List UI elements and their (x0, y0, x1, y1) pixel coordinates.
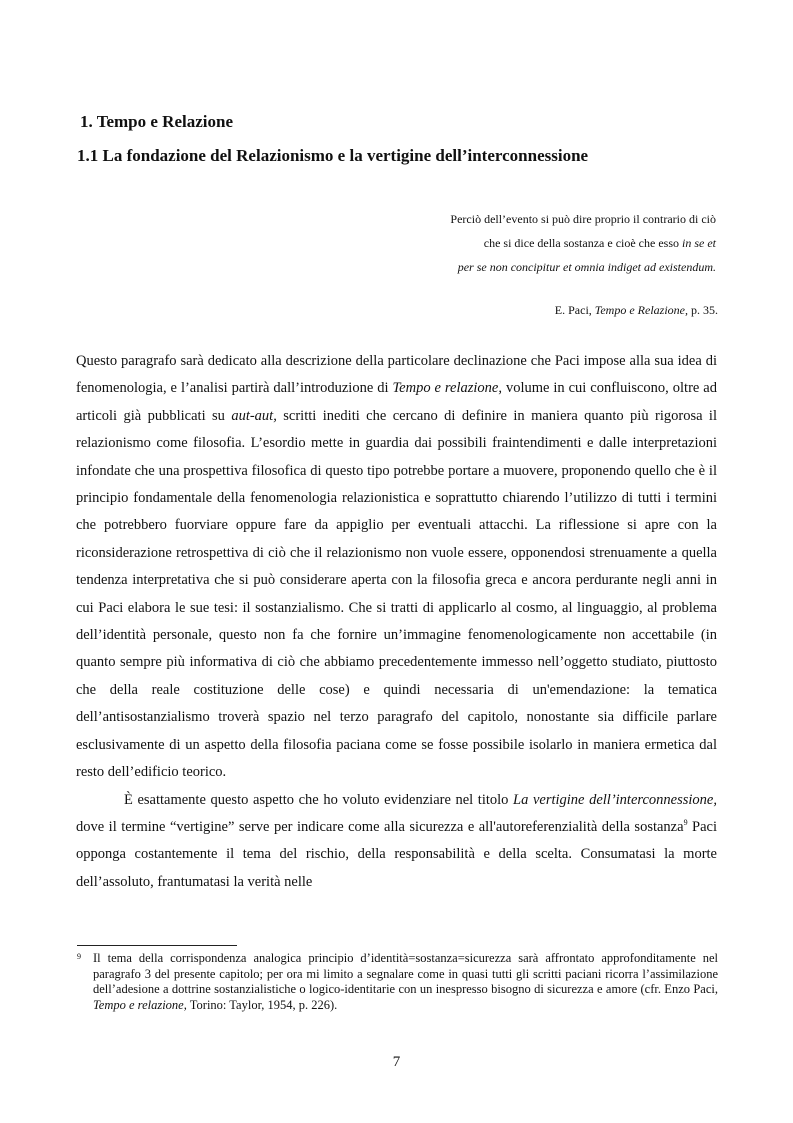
paragraph-1-title-ref: Tempo e relazione, (392, 380, 502, 397)
footnote-text-b: Torino: Taylor, 1954, p. 226). (186, 997, 338, 1012)
paragraph-2-text-c: Paci opponga costantemente il tema del rischio, della responsabilità e della scelta. Consumatasi la morte dell’assoluto, frantumatasi la verità nelle (76, 818, 718, 890)
paragraph-1-text-b: volume in cui confluiscono, oltre ad articoli già pubblicati su (76, 380, 717, 424)
page-number: 7 (392, 1054, 401, 1070)
body-text (76, 348, 717, 896)
chapter-heading: 1. Tempo e Relazione (80, 112, 233, 131)
footnote-reference[interactable]: 9 (683, 818, 688, 828)
attribution-title: Tempo e Relazione, (594, 303, 688, 317)
epigraph-line-2-latin: in se et (682, 236, 716, 250)
paragraph-1-text-a: Questo paragrafo sarà dedicato alla descrizione della particolare declinazione che Paci impose alla sua idea di fenomenologia, e l’analisi partirà dall’introduzione di (76, 353, 717, 397)
attribution-author: E. Paci, (554, 303, 595, 317)
epigraph-line-3 (450, 255, 716, 279)
paragraph-1 (76, 348, 717, 787)
paragraph-2-title-ref: La vertigine dell’interconnessione, (513, 791, 717, 808)
paragraph-1-text-c: scritti inediti che cercano di definire in maniera quanto più rigorosa il relazionismo come filosofia. L’esordio mette in guardia dai possibili fraintendimenti e dalle interpretazioni infondate che una prospettiva filosofica di questo tipo potrebbe portare a muovere, proponendo quello che è il principio fondamentale della fenomenologia relazionistica e soprattutto chiarendo l’utilizzo di tutti i termini che potrebbero fuorviare oppure fare da appiglio per eventuali attacchi. La riflessione si apre con la riconsiderazione retrospettiva di ciò che il relazionismo non vuole essere, opponendosi strenuamente a quella tendenza interpretativa che si può considerare aperta con la filosofia greca e ancora perdurante negli anni in cui Paci elabora le sue tesi: il sostanzialismo. Che si tratti di applicarlo al cosmo, al linguaggio, al problema dell’identità personale, questo non fa che fornire un’immagine fenomenologicamente non accettabile (in quanto sempre più informativa di ciò che abbiamo precedentemente immesso nell’oggetto studiato, piuttosto che della reale costituzione delle cose) e quindi necessaria di un'emendazione: la tematica dell’antisostanzialismo troverà spazio nel terzo paragrafo del capitolo, nonostante sia difficile parlare esclusivamente di un aspetto della filosofia paciana come se fosse possibile isolarlo in maniera ermetica dal resto dell’edificio teorico. (76, 407, 717, 781)
footnote-text-a: Il tema della corrispondenza analogica principio d’identità=sostanza=sicurezza sarà affrontato approfonditamente nel paragrafo 3 del presente capitolo; per ora mi limito a segnalare come in quasi tutti gli scritti paciani ricorra l’assimilazione dell’adesione a dottrine sostanzialistiche o logico-identitarie con un inespresso bisogno di sicurezza e amore (cfr. Enzo Paci, (93, 951, 718, 996)
attribution-page: p. 35. (688, 303, 718, 317)
epigraph-line-2 (450, 231, 716, 255)
epigraph-line-2-text: che si dice della sostanza e cioè che esso (483, 236, 682, 250)
footnote (77, 951, 718, 1013)
epigraph-attribution (555, 303, 718, 318)
footnote-text (93, 951, 718, 1013)
epigraph-line-1: Perciò dell’evento si può dire proprio il contrario di ciò (450, 212, 716, 226)
footnote-title-ref: Tempo e relazione, (93, 997, 187, 1012)
paragraph-2-text-a: È esattamente questo aspetto che ho voluto evidenziare nel titolo (124, 791, 514, 808)
paragraph-2-text-b: dove il termine “vertigine” serve per indicare come alla sicurezza e all'autoreferenzialità della sostanza (76, 818, 684, 835)
footnote-number: 9 (77, 952, 81, 961)
epigraph (450, 207, 716, 279)
paragraph-2 (76, 787, 717, 897)
epigraph-line-3-latin: per se non concipitur et omnia indiget ad existendum. (457, 260, 716, 274)
section-heading: 1.1 La fondazione del Relazionismo e la vertigine dell’interconnessione (77, 146, 589, 165)
footnote-separator (77, 945, 237, 946)
paragraph-1-journal-ref: aut-aut, (231, 407, 277, 424)
